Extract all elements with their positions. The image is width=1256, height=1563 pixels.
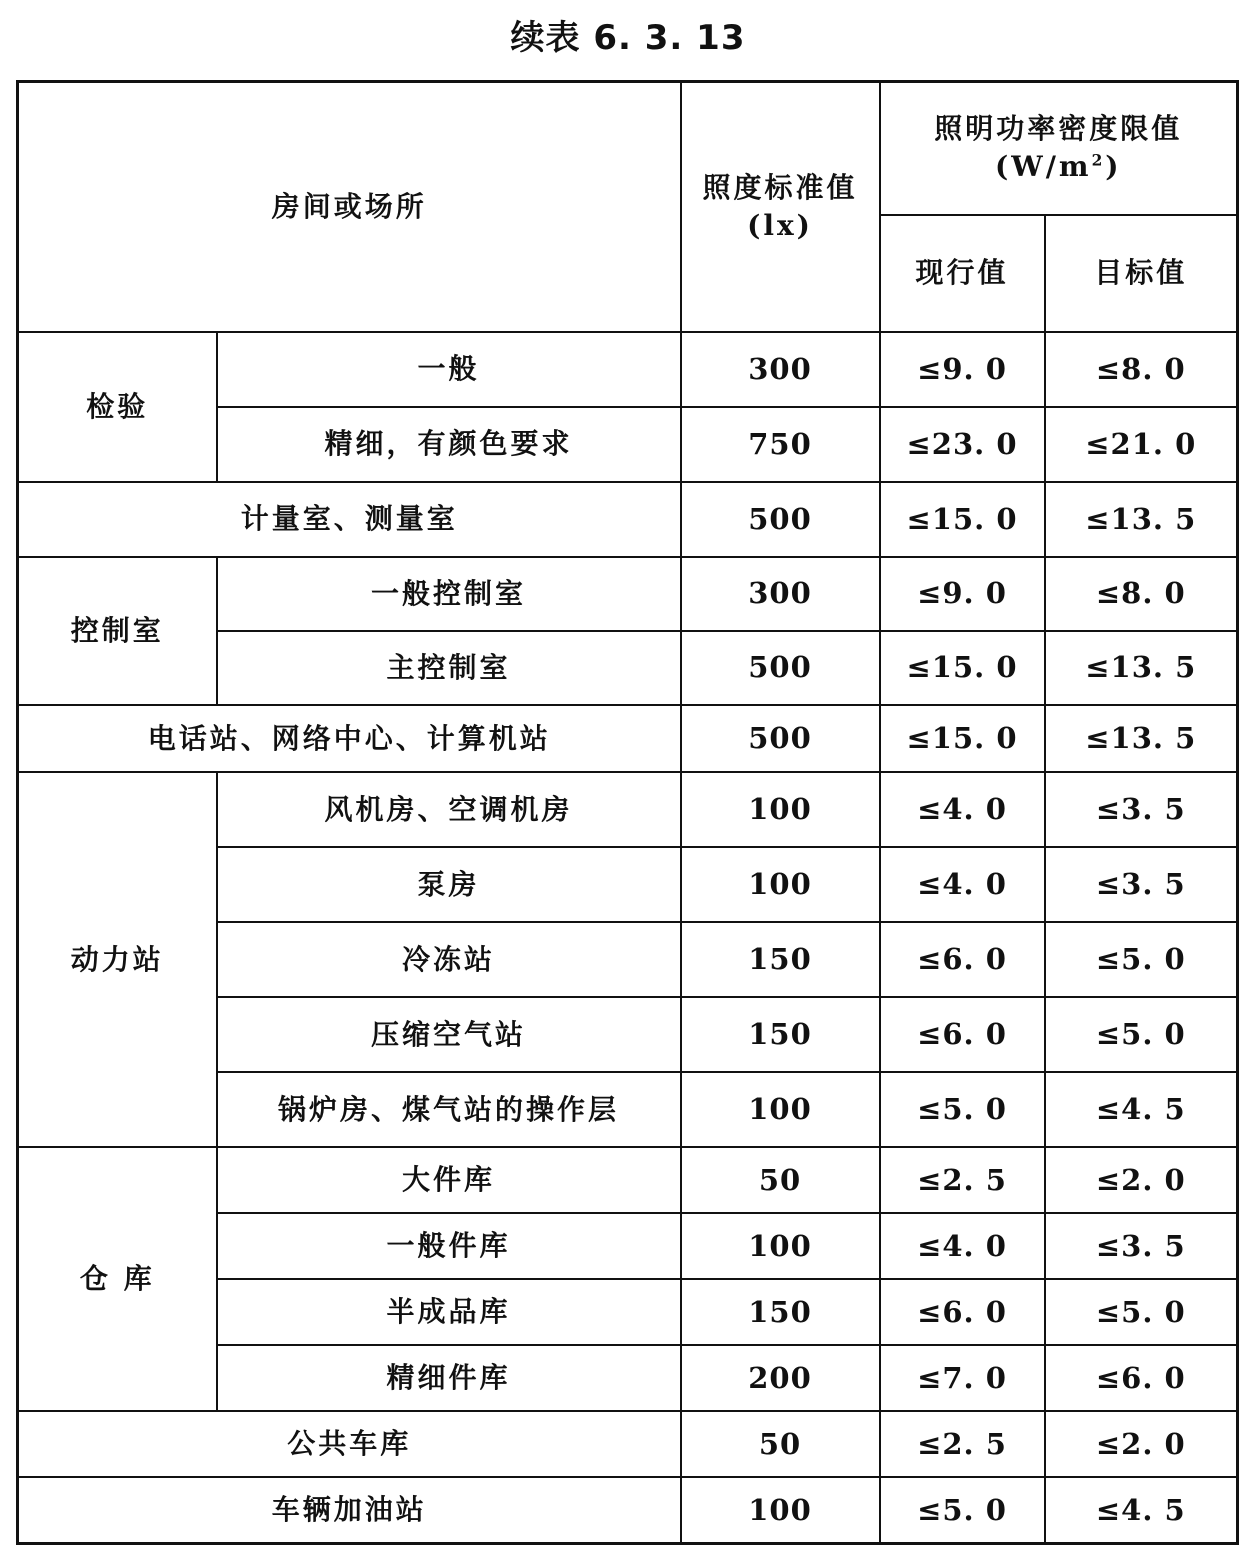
room-cell: 锅炉房、煤气站的操作层 (217, 1072, 681, 1147)
group-cell: 动力站 (18, 772, 217, 1147)
lux-cell: 100 (681, 1072, 880, 1147)
current-value-cell: ≤4. 0 (880, 847, 1045, 922)
room-cell: 大件库 (217, 1147, 681, 1213)
header-illuminance-unit: (lx) (747, 208, 813, 242)
current-value-cell: ≤6. 0 (880, 997, 1045, 1072)
target-value-cell: ≤3. 5 (1045, 847, 1238, 922)
room-cell: 半成品库 (217, 1279, 681, 1345)
current-value-cell: ≤15. 0 (880, 631, 1045, 705)
table-row (18, 1411, 1238, 1477)
header-illuminance (681, 82, 880, 332)
current-value-cell: ≤9. 0 (880, 332, 1045, 407)
current-value-cell: ≤2. 5 (880, 1147, 1045, 1213)
room-cell: 一般 (217, 332, 681, 407)
target-value-cell: ≤13. 5 (1045, 631, 1238, 705)
lux-cell: 500 (681, 631, 880, 705)
lux-cell: 150 (681, 997, 880, 1072)
room-cell: 计量室、测量室 (18, 482, 681, 557)
room-cell: 压缩空气站 (217, 997, 681, 1072)
header-current: 现行值 (880, 215, 1045, 332)
current-value-cell: ≤5. 0 (880, 1477, 1045, 1543)
room-cell: 风机房、空调机房 (217, 772, 681, 847)
target-value-cell: ≤13. 5 (1045, 482, 1238, 557)
header-lpd-unit: $(W/m^2)$ (995, 150, 1122, 184)
target-value-cell: ≤3. 5 (1045, 772, 1238, 847)
group-cell: 仓 库 (18, 1147, 217, 1411)
current-value-cell: ≤7. 0 (880, 1345, 1045, 1411)
lux-cell: 150 (681, 922, 880, 997)
header-illuminance-label: 照度标准值 (702, 171, 858, 205)
current-value-cell: ≤9. 0 (880, 557, 1045, 631)
header-target: 目标值 (1045, 215, 1238, 332)
header-room: 房间或场所 (18, 82, 681, 332)
target-value-cell: ≤3. 5 (1045, 1213, 1238, 1279)
current-value-cell: ≤6. 0 (880, 1279, 1045, 1345)
lux-cell: 150 (681, 1279, 880, 1345)
lighting-power-density-table (16, 80, 1239, 1545)
current-value-cell: ≤4. 0 (880, 1213, 1045, 1279)
current-value-cell: ≤4. 0 (880, 772, 1045, 847)
room-cell: 公共车库 (18, 1411, 681, 1477)
lux-cell: 750 (681, 407, 880, 482)
room-cell: 泵房 (217, 847, 681, 922)
lux-cell: 100 (681, 772, 880, 847)
room-cell: 精细，有颜色要求 (217, 407, 681, 482)
lux-cell: 50 (681, 1411, 880, 1477)
target-value-cell: ≤4. 5 (1045, 1477, 1238, 1543)
current-value-cell: ≤2. 5 (880, 1411, 1045, 1477)
target-value-cell: ≤8. 0 (1045, 557, 1238, 631)
group-cell: 控制室 (18, 557, 217, 705)
room-cell: 电话站、网络中心、计算机站 (18, 705, 681, 772)
table-row (18, 705, 1238, 772)
room-cell: 冷冻站 (217, 922, 681, 997)
current-value-cell: ≤15. 0 (880, 482, 1045, 557)
room-cell: 车辆加油站 (18, 1477, 681, 1543)
table-row (18, 332, 1238, 407)
current-value-cell: ≤23. 0 (880, 407, 1045, 482)
target-value-cell: ≤5. 0 (1045, 1279, 1238, 1345)
target-value-cell: ≤2. 0 (1045, 1411, 1238, 1477)
table-row (18, 772, 1238, 847)
lux-cell: 100 (681, 1477, 880, 1543)
room-cell: 精细件库 (217, 1345, 681, 1411)
target-value-cell: ≤13. 5 (1045, 705, 1238, 772)
header-row-top (18, 82, 1238, 215)
target-value-cell: ≤4. 5 (1045, 1072, 1238, 1147)
lux-cell: 500 (681, 482, 880, 557)
target-value-cell: ≤5. 0 (1045, 922, 1238, 997)
header-lpd (880, 82, 1238, 215)
target-value-cell: ≤2. 0 (1045, 1147, 1238, 1213)
header-lpd-label: 照明功率密度限值 (934, 112, 1183, 146)
target-value-cell: ≤6. 0 (1045, 1345, 1238, 1411)
table-row (18, 557, 1238, 631)
table-row (18, 1477, 1238, 1543)
current-value-cell: ≤6. 0 (880, 922, 1045, 997)
room-cell: 主控制室 (217, 631, 681, 705)
lux-cell: 100 (681, 1213, 880, 1279)
current-value-cell: ≤5. 0 (880, 1072, 1045, 1147)
table-row (18, 1147, 1238, 1213)
target-value-cell: ≤5. 0 (1045, 997, 1238, 1072)
room-cell: 一般件库 (217, 1213, 681, 1279)
lux-cell: 100 (681, 847, 880, 922)
target-value-cell: ≤8. 0 (1045, 332, 1238, 407)
lux-cell: 300 (681, 332, 880, 407)
table-row (18, 482, 1238, 557)
room-cell: 一般控制室 (217, 557, 681, 631)
target-value-cell: ≤21. 0 (1045, 407, 1238, 482)
lux-cell: 300 (681, 557, 880, 631)
current-value-cell: ≤15. 0 (880, 705, 1045, 772)
lux-cell: 200 (681, 1345, 880, 1411)
lux-cell: 50 (681, 1147, 880, 1213)
lux-cell: 500 (681, 705, 880, 772)
table-caption: 续表 6. 3. 13 (510, 18, 746, 58)
group-cell: 检验 (18, 332, 217, 482)
